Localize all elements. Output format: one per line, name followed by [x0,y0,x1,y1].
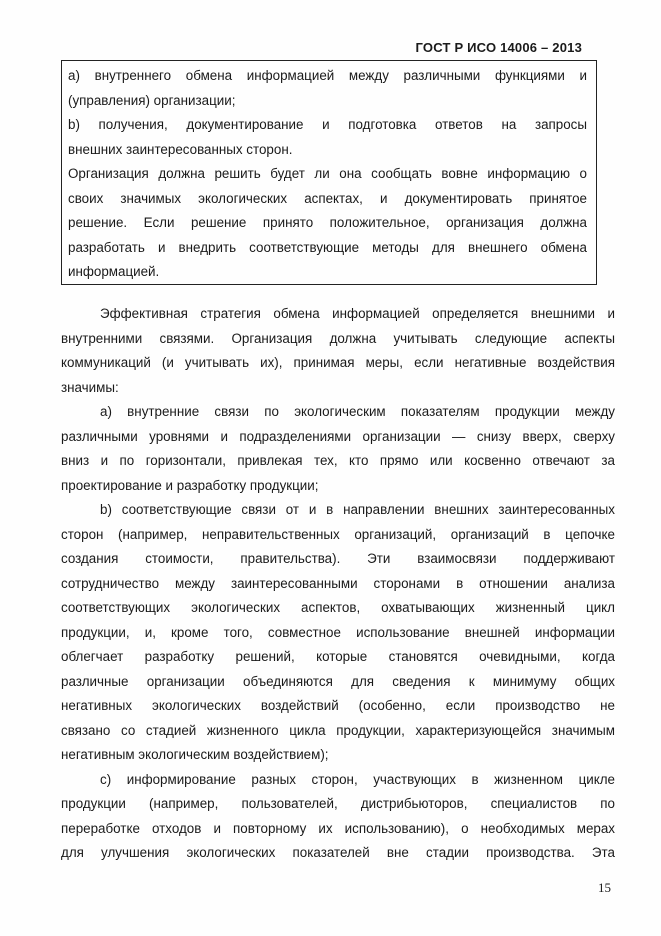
body-line: создания стоимости, правительства). Эти взаимосвязи поддерживают [61,551,615,566]
body-text [61,302,615,866]
body-line: продукции (например, пользователей, дистрибьюторов, специалистов по [61,796,615,811]
boxed-line: решение. Если решение принято положительное, организация должна [68,215,587,230]
body-line: коммуникаций (и учитывать их), принимая меры, если негативные воздействия [61,355,615,370]
body-line: продукции, и, кроме того, совместное использование внешней информации [61,624,615,640]
boxed-line: Организация должна решить будет ли она сообщать вовне информацию о [68,166,587,181]
document-header: ГОСТ Р ИСО 14006 – 2013 [415,40,582,55]
body-line: значимы: [61,379,119,395]
body-line: облегчает разработку решений, которые становятся очевидными, когда [61,649,615,664]
boxed-line: внешних заинтересованных сторон. [68,141,293,157]
boxed-line: а) внутреннего обмена информацией между различными функциями и [68,68,587,83]
body-line: a) внутренние связи по экологическим показателям продукции между [100,404,615,419]
boxed-line: (управления) организации; [68,92,236,108]
boxed-note [61,60,597,285]
body-line: c) информирование разных сторон, участвующих в жизненном цикле [100,771,615,787]
boxed-line: своих значимых экологических аспектах, и документировать принятое [68,190,587,206]
boxed-line: информацией. [68,264,160,279]
body-line: проектирование и разработку продукции; [61,477,319,493]
body-line: сотрудничество между заинтересованными сторонами в отношении анализа [61,575,615,591]
body-line: негативных экологических воздействий (особенно, если производство не [61,698,615,713]
body-line: соответствующих экологических аспектов, охватывающих жизненный цикл [61,600,615,615]
boxed-line: разработать и внедрить соответствующие методы для внешнего обмена [68,239,587,255]
boxed-line: b) получения, документирование и подготовка ответов на запросы [68,117,587,132]
body-line: различными уровнями и подразделениями организации — снизу вверх, сверху [61,428,615,444]
body-line: b) соответствующие связи от и в направлении внешних заинтересованных [100,502,615,517]
body-line: Эффективная стратегия обмена информацией определяется внешними и [100,306,615,321]
body-line: переработке отходов и повторному их использованию), о необходимых мерах [61,820,615,836]
body-line: негативным экологическим воздействием); [61,747,329,762]
body-line: внутренними связями. Организация должна учитывать следующие аспекты [61,330,615,346]
page-number: 15 [598,880,611,895]
body-line: вниз и по горизонтали, привлекая тех, кто прямо или косвенно отвечают за [61,453,615,468]
body-line: для улучшения экологических показателей вне стадии производства. Эта [61,845,615,860]
body-line: различные организации объединяются для сведения к минимуму общих [61,673,615,689]
body-line: сторон (например, неправительственных организаций, организаций в цепочке [61,526,615,542]
body-line: связано со стадией жизненного цикла продукции, характеризующейся значимым [61,722,615,738]
